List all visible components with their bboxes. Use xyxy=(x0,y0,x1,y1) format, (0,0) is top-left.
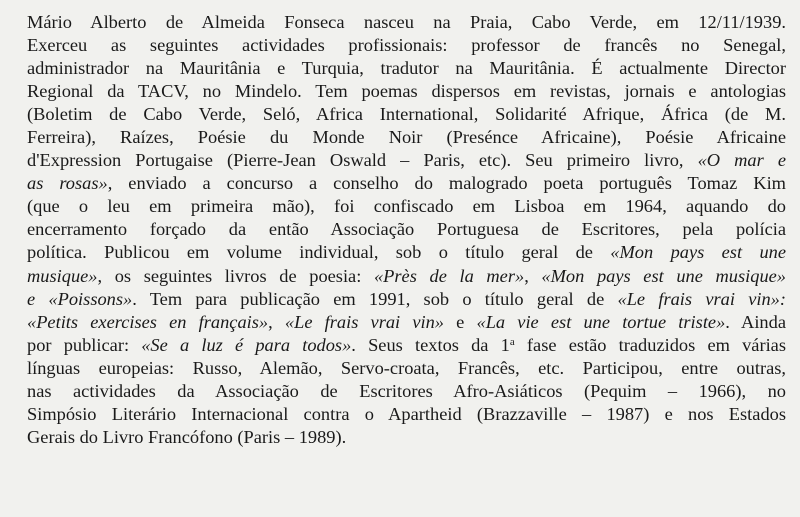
text-line xyxy=(27,311,786,334)
text-line xyxy=(27,334,786,357)
text-segment: línguas europeias: Russo, Alemão, Servo-croata, Francês, etc. Participou, entre outras, xyxy=(27,357,786,378)
italic-title: e xyxy=(27,288,49,309)
text-line xyxy=(27,80,786,103)
text-segment: , os seguintes livros de poesia: xyxy=(97,265,374,286)
text-segment: , enviado a concurso a conselho do malogrado poeta português Tomaz Kim xyxy=(107,173,786,194)
italic-title: «La vie est une tortue triste» xyxy=(476,311,726,332)
superscript: a xyxy=(509,335,515,348)
italic-title: «Mon pays est une musique» xyxy=(541,265,786,286)
text-line xyxy=(27,403,786,426)
text-segment: . Ainda xyxy=(725,311,786,332)
text-segment: Ferreira), Raízes, Poésie du Monde Noir (Presénce Africaine), Poésie Africaine xyxy=(27,127,786,148)
text-line xyxy=(27,288,786,311)
text-segment: Regional da TACV, no Mindelo. Tem poemas dispersos em revistas, jornais e antologias xyxy=(27,81,786,102)
text-segment: nas actividades da Associação de Escritores Afro-Asiáticos (Pequim – 1966), no xyxy=(27,380,786,401)
text-segment: política. Publicou em volume individual, sob o título geral de xyxy=(27,242,611,263)
text-segment: d'Expression Portugaise (Pierre-Jean Oswald – Paris, etc). Seu primeiro livro, xyxy=(27,150,698,171)
text-line xyxy=(27,149,786,172)
italic-title: as rosas» xyxy=(27,173,108,194)
text-line xyxy=(27,195,786,218)
text-line xyxy=(27,218,786,241)
text-segment: Simpósio Literário Internacional contra o Apartheid (Brazzaville – 1987) e nos Estados xyxy=(27,403,786,424)
text-segment: fase estão traduzidos em várias xyxy=(514,334,787,355)
text-segment: encerramento forçado da então Associação Portuguesa de Escritores, pela polícia xyxy=(27,219,786,240)
italic-title: «O mar e xyxy=(697,150,786,171)
text-line xyxy=(27,11,786,34)
text-segment: e xyxy=(444,311,477,332)
text-line xyxy=(27,172,786,195)
italic-title: «Petits exercises en français» xyxy=(27,311,269,332)
text-line xyxy=(27,265,786,288)
text-line xyxy=(27,380,786,403)
text-line xyxy=(27,241,786,264)
italic-title: musique» xyxy=(27,265,98,286)
text-segment: Gerais do Livro Francófono (Paris – 1989). xyxy=(27,426,347,447)
text-segment: (Boletim de Cabo Verde, Seló, Africa International, Solidarité Afrique, África (de M. xyxy=(27,104,786,125)
italic-title: «Se a luz é para todos» xyxy=(141,334,352,355)
text-segment: , xyxy=(268,311,285,332)
text-segment: . Tem para publicação em 1991, sob o título geral de xyxy=(132,288,618,309)
text-segment: administrador na Mauritânia e Turquia, tradutor na Mauritânia. É actualmente Director xyxy=(27,58,786,79)
italic-title: «Mon pays est une xyxy=(610,242,786,263)
italic-title: «Le frais vrai vin» xyxy=(284,311,444,332)
biography-paragraph xyxy=(27,11,786,449)
text-segment: Exerceu as seguintes actividades profissionais: professor de francês no Senegal, xyxy=(27,35,786,56)
italic-title: «Le frais vrai vin»: xyxy=(617,288,786,309)
text-line xyxy=(27,103,786,126)
text-segment: (que o leu em primeira mão), foi confiscado em Lisboa em 1964, aquando do xyxy=(27,196,786,217)
text-line xyxy=(27,34,786,57)
italic-title: «Près de la mer» xyxy=(373,265,525,286)
text-line xyxy=(27,357,786,380)
text-segment: , xyxy=(524,265,542,286)
text-segment: Mário Alberto de Almeida Fonseca nasceu na Praia, Cabo Verde, em 12/11/1939. xyxy=(27,12,786,32)
italic-title: «Poissons» xyxy=(48,288,133,309)
text-line xyxy=(27,426,786,449)
text-segment: por publicar: xyxy=(27,334,142,355)
text-line xyxy=(27,57,786,80)
text-segment: . Seus textos da 1 xyxy=(351,334,510,355)
text-line xyxy=(27,126,786,149)
